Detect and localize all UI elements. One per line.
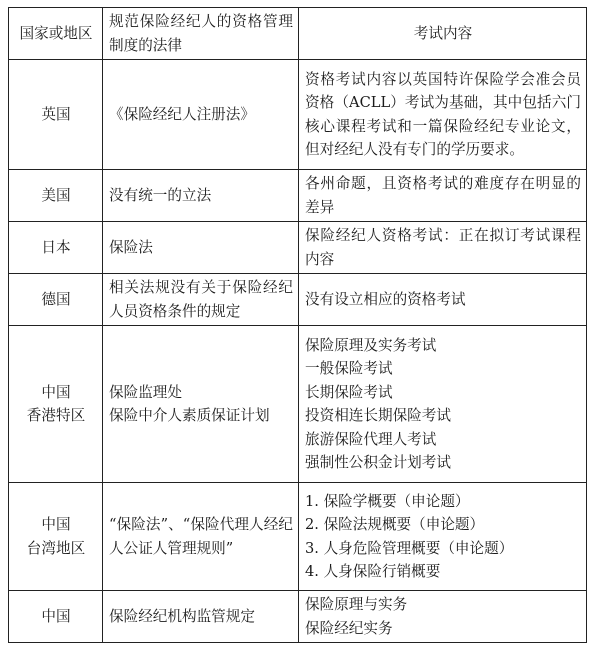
row-taiwan [9,483,587,591]
header-row [9,8,587,60]
country-cell [9,60,103,170]
row-uk [9,60,587,170]
header-country: 国家或地区 [9,8,103,60]
country-cell [9,591,103,643]
law-cell [103,591,299,643]
content-cell [299,222,587,274]
comparison-table [8,7,587,643]
comparison-table-container [8,7,586,643]
content-cell-line: 2. 保险法规概要（申论题） [305,516,485,533]
content-cell-line: 1. 保险学概要（申论题） [305,492,470,510]
law-cell-line: 没有统一的立法 [109,186,212,204]
content-cell-line: 一般保险考试 [305,360,393,377]
content-cell [299,591,587,643]
content-cell-line: 旅游保险代理人考试 [305,430,437,448]
law-cell [103,274,299,326]
header-content: 考试内容 [299,8,587,60]
law-cell-line: 《保险经纪人注册法》 [109,105,255,123]
table-body [9,60,587,643]
content-cell-line: 保险原理及实务考试 [305,336,437,354]
law-cell [103,60,299,170]
law-cell-line: “保险法”、“保险代理人经纪人公证人管理规则” [109,516,293,557]
content-cell [299,60,587,170]
country-cell-line: 日本 [41,238,71,256]
content-cell [299,326,587,483]
country-cell [9,170,103,222]
content-cell-line: 长期保险考试 [305,383,393,401]
law-cell-line: 相关法规没有关于保险经纪人员资格条件的规定 [109,279,293,320]
content-cell-line: 各州命题，且资格考试的难度存在明显的差异 [305,175,581,216]
content-cell [299,483,587,591]
content-cell-line: 强制性公积金计划考试 [305,454,451,471]
row-usa [9,170,587,222]
country-cell [9,483,103,591]
row-germany [9,274,587,326]
row-hongkong [9,326,587,483]
row-japan [9,222,587,274]
content-cell-line: 资格考试内容以英国特许保险学会准会员资格（ACLL）考试为基础，其中包括六门核心课程考试和一篇保险经纪专业论文，但对经纪人没有专门的学历要求。 [305,70,581,158]
country-cell-line: 中国 [41,383,71,401]
law-cell [103,222,299,274]
header-law-text: 规范保险经纪人的资格管理制度的法律 [109,13,293,54]
content-cell-line: 没有设立相应的资格考试 [305,290,466,308]
law-cell-line: 保险经纪机构监管规定 [109,607,255,625]
country-cell-line: 香港特区 [26,407,86,424]
country-cell-line: 台湾地区 [26,539,86,557]
content-cell [299,274,587,326]
country-cell [9,222,103,274]
content-cell-line: 投资相连长期保险考试 [305,407,451,424]
content-cell-line: 3. 人身危险管理概要（申论题） [305,539,514,557]
law-cell-line: 保险监理处 [109,383,182,401]
content-cell [299,170,587,222]
content-cell-line: 4. 人身保险行销概要 [305,563,441,580]
law-cell-line: 保险中介人素质保证计划 [109,407,270,424]
law-cell [103,170,299,222]
country-cell-line: 中国 [41,516,71,533]
law-cell [103,483,299,591]
content-cell-line: 保险经纪实务 [305,619,393,637]
country-cell-line: 美国 [41,186,71,204]
content-cell-line: 保险经纪人资格考试：正在拟订考试课程内容 [305,227,581,268]
country-cell-line: 中国 [41,607,71,625]
country-cell [9,326,103,483]
country-cell-line: 英国 [41,105,71,123]
content-cell-line: 保险原理与实务 [305,596,408,613]
law-cell [103,326,299,483]
country-cell-line: 德国 [41,290,71,308]
country-cell [9,274,103,326]
law-cell-line: 保险法 [109,238,153,256]
row-china [9,591,587,643]
header-law [103,8,299,60]
